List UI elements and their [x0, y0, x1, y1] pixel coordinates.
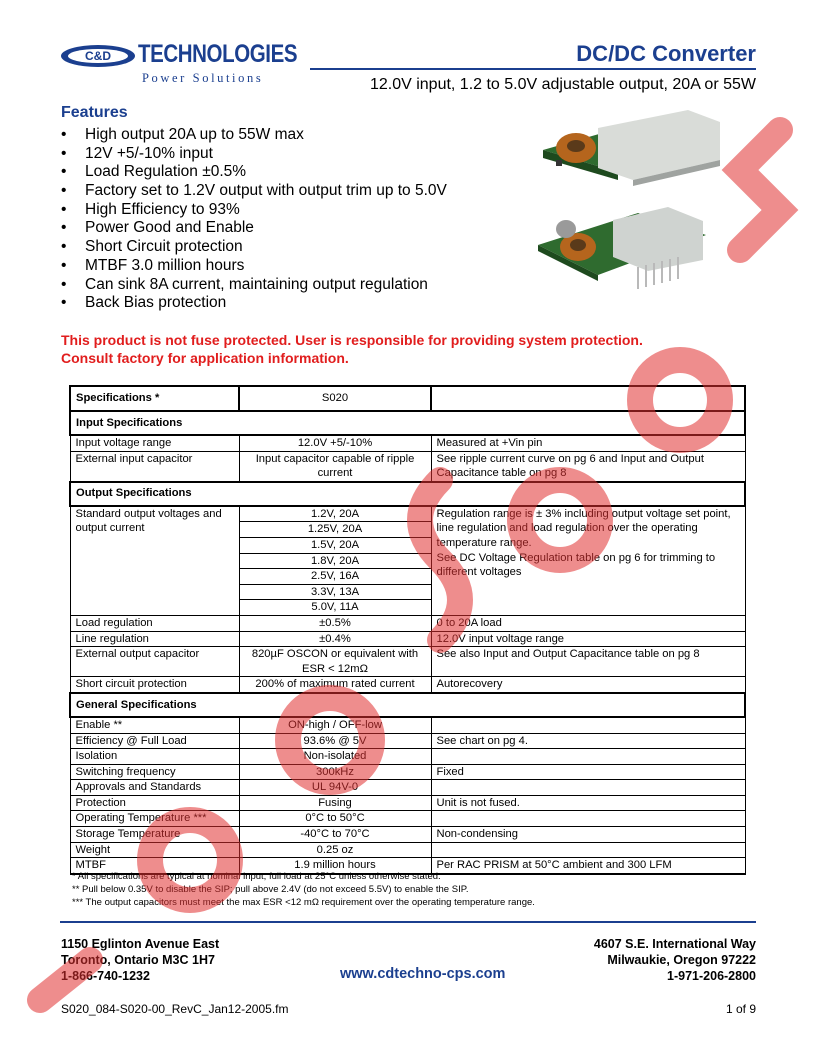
- spec-value: 1.5V, 20A: [239, 537, 431, 553]
- spec-value: 1.2V, 20A: [239, 506, 431, 522]
- spec-note: Fixed: [431, 764, 745, 780]
- spec-value: 1.25V, 20A: [239, 522, 431, 538]
- section-general: [70, 693, 745, 717]
- table-header-row: [70, 386, 745, 411]
- address-line: Milwaukie, Oregon 97222: [607, 953, 756, 967]
- feature-text: Back Bias protection: [85, 294, 227, 312]
- logo-tagline: Power Solutions: [142, 71, 264, 85]
- bullet-icon: •: [61, 126, 67, 143]
- section-input: [70, 411, 745, 435]
- spec-value: Non-isolated: [239, 749, 431, 765]
- cd-logo-icon: [60, 42, 138, 68]
- header-specifications: Specifications *: [70, 386, 239, 411]
- bullet-icon: •: [61, 200, 67, 218]
- spec-value: 5.0V, 11A: [239, 600, 431, 616]
- spec-value: -40°C to 70°C: [239, 827, 431, 843]
- spec-value: 2.5V, 16A: [239, 569, 431, 585]
- page-title: DC/DC Converter: [576, 41, 756, 66]
- spec-label: External input capacitor: [70, 451, 239, 482]
- feature-item: [61, 294, 447, 313]
- spec-note: Measured at +Vin pin: [431, 435, 745, 451]
- feature-item: [61, 238, 447, 257]
- spec-note: Autorecovery: [431, 677, 745, 693]
- bullet-icon: •: [61, 256, 67, 274]
- spec-value: 1.9 million hours: [239, 858, 431, 874]
- section-output-title: Output Specifications: [70, 482, 745, 506]
- logo-brand: TECHNOLOGIES: [138, 40, 298, 68]
- spec-label: Approvals and Standards: [70, 780, 239, 796]
- bullet-icon: •: [61, 275, 67, 293]
- table-row: [70, 827, 745, 843]
- footnote: ** Pull below 0.35V to disable the SIP; pull above 2.4V (do not exceed 5.5V) to enable the SIP.: [72, 884, 469, 895]
- feature-item: [61, 257, 447, 276]
- address-line: 1150 Eglinton Avenue East: [61, 937, 220, 951]
- table-row: [70, 506, 745, 522]
- table-row: [70, 842, 745, 858]
- spec-label: Switching frequency: [70, 764, 239, 780]
- spec-label: Line regulation: [70, 631, 239, 647]
- bullet-icon: •: [61, 144, 67, 162]
- spec-note: Unit is not fused.: [431, 795, 745, 811]
- bullet-icon: •: [61, 219, 67, 237]
- feature-item: [61, 145, 447, 164]
- spec-label: Input voltage range: [70, 435, 239, 451]
- spec-value: 12.0V +5/-10%: [239, 435, 431, 451]
- table-row: [70, 647, 745, 677]
- feature-text: Short Circuit protection: [85, 238, 243, 256]
- trim-note: See DC Voltage Regulation table on pg 6 for trimming to different voltages: [436, 551, 716, 579]
- spec-value: UL 94V-0: [239, 780, 431, 796]
- table-row: [70, 749, 745, 765]
- spec-label: Load regulation: [70, 615, 239, 631]
- address-toronto: [61, 936, 219, 984]
- table-row: [70, 780, 745, 796]
- table-row: [70, 717, 745, 733]
- spec-label: Efficiency @ Full Load: [70, 733, 239, 749]
- table-row: [70, 733, 745, 749]
- spec-label: Enable **: [70, 717, 239, 733]
- spec-value: 93.6% @ 5V: [239, 733, 431, 749]
- logo-mark-text: C&D: [85, 49, 111, 63]
- page-number: 1 of 9: [725, 1002, 756, 1016]
- specifications-table: [69, 385, 744, 875]
- feature-item: [61, 182, 447, 201]
- footnote: *** The output capacitors must meet the max ESR <12 mΩ requirement over the operating temperature range.: [72, 897, 535, 908]
- feature-text: 12V +5/-10% input: [85, 144, 213, 162]
- spec-note: [431, 842, 745, 858]
- spec-value: 200% of maximum rated current: [239, 677, 431, 693]
- table-row: [70, 764, 745, 780]
- footer-rule: [60, 921, 756, 923]
- spec-note: [431, 506, 745, 616]
- address-milwaukie: [594, 936, 756, 984]
- spec-note: [431, 749, 745, 765]
- product-photo-horizontal: [538, 110, 723, 190]
- address-line: Toronto, Ontario M3C 1H7: [61, 953, 215, 967]
- table-row: [70, 451, 745, 482]
- product-photo-angled: [538, 205, 708, 295]
- feature-text: Load Regulation ±0.5%: [85, 163, 247, 181]
- company-logo: [60, 40, 300, 90]
- features-heading: Features: [61, 104, 128, 121]
- table-row: [70, 795, 745, 811]
- spec-note: [431, 780, 745, 796]
- spec-label: MTBF: [70, 858, 239, 874]
- feature-text: High output 20A up to 55W max: [85, 126, 304, 143]
- footer-filename: S020_084-S020-00_RevC_Jan12-2005.fm: [61, 1002, 289, 1016]
- spec-value: ON-high / OFF-low: [239, 717, 431, 733]
- spec-label: Short circuit protection: [70, 677, 239, 693]
- warning-line-2: Consult factory for application information.: [61, 350, 349, 366]
- spec-label: Storage Temperature: [70, 827, 239, 843]
- feature-item: [61, 126, 447, 145]
- feature-item: [61, 219, 447, 238]
- spec-note: See chart on pg 4.: [431, 733, 745, 749]
- spec-label: Weight: [70, 842, 239, 858]
- spec-value: 0°C to 50°C: [239, 811, 431, 827]
- feature-text: MTBF 3.0 million hours: [85, 256, 245, 274]
- spec-note: [431, 717, 745, 733]
- section-output: [70, 482, 745, 506]
- feature-item: [61, 276, 447, 295]
- feature-list: [61, 126, 447, 313]
- spec-note: [431, 811, 745, 827]
- table-row: [70, 435, 745, 451]
- spec-note: 0 to 20A load: [431, 615, 745, 631]
- spec-note: See ripple current curve on pg 6 and Input and Output Capacitance table on pg 8: [431, 451, 745, 482]
- table-row: [70, 811, 745, 827]
- spec-value: 820µF OSCON or equivalent with ESR < 12mΩ: [239, 647, 431, 677]
- spec-note: See also Input and Output Capacitance table on pg 8: [431, 647, 745, 677]
- regulation-note: Regulation range is ± 3% including output voltage set point, line regulation and load regulation over the operating temperature range.: [436, 507, 731, 549]
- feature-item: [61, 201, 447, 220]
- spec-label: Protection: [70, 795, 239, 811]
- spec-value: 300kHz: [239, 764, 431, 780]
- website-link[interactable]: www.cdtechno-cps.com: [340, 966, 506, 982]
- spec-value: 3.3V, 13A: [239, 584, 431, 600]
- bullet-icon: •: [61, 182, 67, 200]
- spec-value: ±0.4%: [239, 631, 431, 647]
- table-row: [70, 631, 745, 647]
- spec-label: Isolation: [70, 749, 239, 765]
- feature-text: Factory set to 1.2V output with output trim up to 5.0V: [85, 182, 447, 200]
- phone-line: 1-971-206-2800: [667, 969, 756, 983]
- table-row: [70, 677, 745, 693]
- section-input-title: Input Specifications: [70, 411, 745, 435]
- spec-value: ±0.5%: [239, 615, 431, 631]
- bullet-icon: •: [61, 163, 67, 181]
- page-subtitle: 12.0V input, 1.2 to 5.0V adjustable output, 20A or 55W: [369, 76, 756, 93]
- spec-note: Non-condensing: [431, 827, 745, 843]
- feature-text: High Efficiency to 93%: [85, 200, 240, 218]
- bullet-icon: •: [61, 238, 67, 256]
- phone-line: 1-866-740-1232: [61, 969, 150, 983]
- spec-label: Operating Temperature ***: [70, 811, 239, 827]
- address-line: 4607 S.E. International Way: [593, 937, 756, 951]
- header-model: S020: [239, 386, 431, 411]
- feature-text: Power Good and Enable: [85, 219, 254, 237]
- feature-text: Can sink 8A current, maintaining output regulation: [85, 275, 428, 293]
- spec-label: Standard output voltages and output current: [70, 506, 239, 616]
- spec-value: Input capacitor capable of ripple current: [239, 451, 431, 482]
- spec-note: 12.0V input voltage range: [431, 631, 745, 647]
- spec-label: External output capacitor: [70, 647, 239, 677]
- warning-line-1: This product is not fuse protected. User is responsible for providing system protection.: [61, 332, 643, 348]
- section-general-title: General Specifications: [70, 693, 745, 717]
- spec-note: Per RAC PRISM at 50°C ambient and 300 LFM: [431, 858, 745, 874]
- bullet-icon: •: [61, 294, 67, 312]
- spec-value: 1.8V, 20A: [239, 553, 431, 569]
- feature-item: [61, 163, 447, 182]
- header-notes: [431, 386, 745, 411]
- footnote: * All specifications are typical at nominal input, full load at 25°C unless otherwise stated.: [72, 871, 441, 882]
- header-rule: [310, 68, 756, 70]
- footnotes: [72, 870, 535, 909]
- table-row: [70, 615, 745, 631]
- fuse-warning: [61, 331, 643, 367]
- spec-value: Fusing: [239, 795, 431, 811]
- spec-value: 0.25 oz: [239, 842, 431, 858]
